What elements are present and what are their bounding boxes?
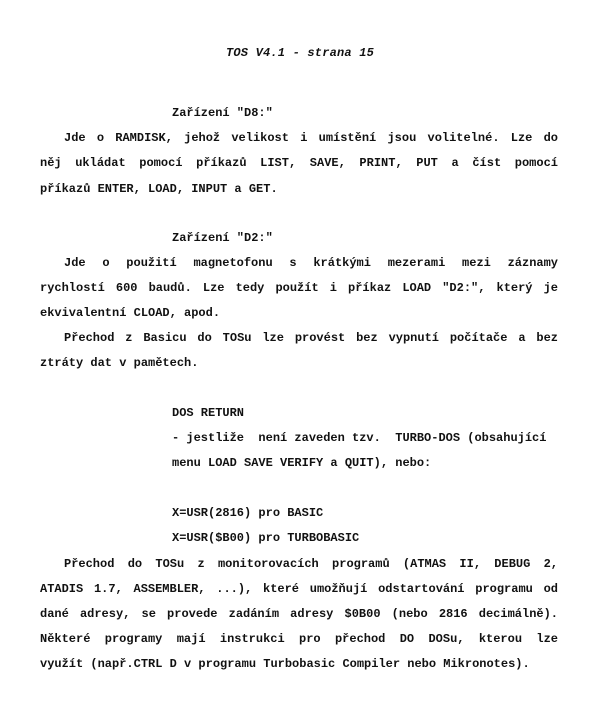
paragraph-line: ztráty dat v pamětech. — [40, 356, 199, 370]
paragraph-line: Některé programy mají instrukci pro přechod DO DOSu, kterou lze — [40, 632, 558, 646]
turbo-dos-note: menu LOAD SAVE VERIFY a QUIT), nebo: — [172, 456, 432, 470]
paragraph-line: ekvivalentní CLOAD, apod. — [40, 306, 221, 320]
paragraph-line: příkazů ENTER, LOAD, INPUT a GET. — [40, 182, 278, 196]
section-heading-d8: Zařízení "D8:" — [172, 106, 273, 120]
paragraph-line: dané adresy, se provede zadáním adresy $0B00 (nebo 2816 decimálně). — [40, 607, 558, 621]
usr-turbobasic-command: X=USR($B00) pro TURBOBASIC — [172, 531, 360, 545]
section-heading-d2: Zařízení "D2:" — [172, 231, 273, 245]
page-header: TOS V4.1 - strana 15 — [225, 46, 375, 60]
paragraph-line: Jde o použití magnetofonu s krátkými mezerami mezi záznamy — [64, 256, 558, 270]
usr-basic-command: X=USR(2816) pro BASIC — [172, 506, 324, 520]
paragraph-line: Přechod do TOSu z monitorovacích programů (ATMAS II, DEBUG 2, — [64, 557, 558, 571]
paragraph-line: využít (např.CTRL D v programu Turbobasic Compiler nebo Mikronotes). — [40, 657, 530, 671]
dos-return-command: DOS RETURN — [172, 406, 245, 420]
paragraph-line: Jde o RAMDISK, jehož velikost i umístění jsou volitelné. Lze do — [64, 131, 558, 145]
paragraph-line: něj ukládat pomocí příkazů LIST, SAVE, PRINT, PUT a číst pomocí — [40, 156, 558, 170]
paragraph-line: Přechod z Basicu do TOSu lze provést bez vypnutí počítače a bez — [64, 331, 558, 345]
turbo-dos-note: - jestliže není zaveden tzv. TURBO-DOS (obsahující — [172, 431, 547, 445]
paragraph-line: ATADIS 1.7, ASSEMBLER, ...), které umožňují odstartování programu od — [40, 582, 558, 596]
paragraph-line: rychlostí 600 baudů. Lze tedy použít i příkaz LOAD "D2:", který je — [40, 281, 558, 295]
